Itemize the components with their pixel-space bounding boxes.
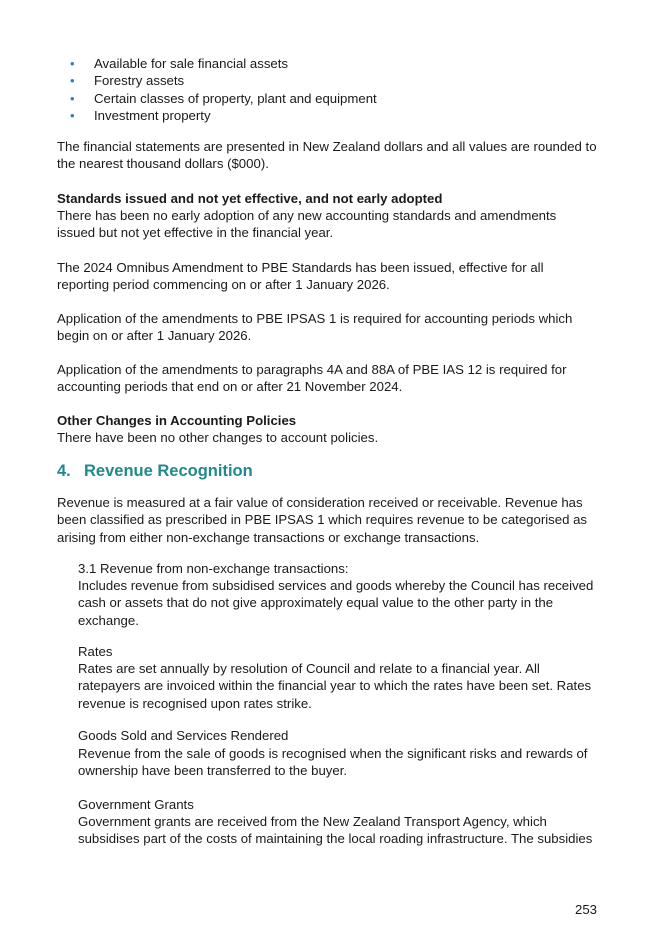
standards-paragraph-4: Application of the amendments to paragraphs 4A and 88A of PBE IAS 12 is required for accounting periods that end on or after 21 November 2024.: [57, 362, 567, 395]
subsection-text: Rates are set annually by resolution of Council and relate to a financial year. All ratepayers are invoiced within the financial year to which the rates have been set. Rates revenue is recognised upon rates strike.: [78, 661, 592, 711]
bullet-icon: •: [70, 107, 75, 123]
other-changes-heading: Other Changes in Accounting Policies: [57, 413, 297, 428]
bullet-icon: •: [70, 90, 75, 106]
standards-paragraph-2: The 2024 Omnibus Amendment to PBE Standards has been issued, effective for all reporting period commencing on or after 1 January 2026.: [57, 260, 544, 293]
list-item: [0, 72, 377, 89]
list-item-text: Investment property: [94, 107, 211, 123]
bullet-icon: •: [70, 73, 75, 89]
subsection-text: Includes revenue from subsidised services and goods whereby the Council has received cash or assets that do not give approximately equal value to the other party in the exchange.: [78, 578, 594, 628]
measurement-basis-list: [0, 55, 377, 124]
bullet-icon: •: [70, 56, 75, 71]
subsection-title: 3.1 Revenue from non-exchange transactions:: [78, 561, 349, 576]
subsection-title: Government Grants: [78, 797, 194, 812]
other-changes-paragraph: There have been no other changes to account policies.: [57, 430, 379, 445]
standards-heading: Standards issued and not yet effective, and not early adopted: [57, 191, 443, 206]
standards-paragraph-3: Application of the amendments to PBE IPSAS 1 is required for accounting periods which begin on or after 1 January 2026.: [57, 311, 573, 344]
subsection-text: Government grants are received from the New Zealand Transport Agency, which subsidises part of the costs of maintaining the local roading infrastructure. The subsidies: [78, 814, 593, 847]
standards-paragraph-1: There has been no early adoption of any new accounting standards and amendments issued but not yet effective in the financial year.: [57, 208, 557, 241]
section-heading: [57, 460, 253, 482]
page-number: 253: [574, 902, 597, 917]
subsection-title: Goods Sold and Services Rendered: [78, 728, 289, 743]
revenue-intro-paragraph: Revenue is measured at a fair value of consideration received or receivable. Revenue has been classified as prescribed in PBE IPSAS 1 which requires revenue to be categorised as arising from either non-exchange transactions or exchange transactions.: [57, 495, 587, 545]
presentation-paragraph: The financial statements are presented in New Zealand dollars and all values are rounded to the nearest thousand dollars ($000).: [57, 139, 597, 172]
list-item: [0, 90, 377, 107]
list-item: [0, 107, 377, 124]
list-item: [0, 55, 377, 72]
section-number: 4.: [57, 462, 71, 480]
section-title: Revenue Recognition: [84, 462, 253, 480]
subsection-title: Rates: [78, 644, 113, 659]
list-item-text: Certain classes of property, plant and equipment: [94, 90, 377, 106]
list-item-text: Forestry assets: [94, 73, 185, 89]
list-item-text: Available for sale financial assets: [94, 56, 289, 71]
subsection-text: Revenue from the sale of goods is recognised when the significant risks and rewards of ownership have been transferred to the buyer.: [78, 746, 588, 779]
